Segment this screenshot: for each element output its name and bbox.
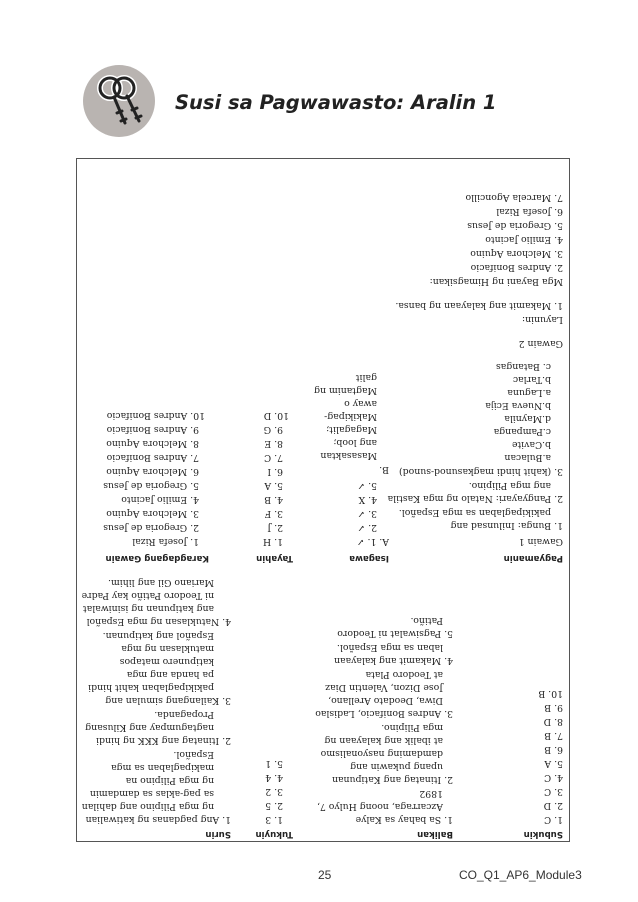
list-item: 1. Ang pagdanas ng katiwalian (85, 814, 231, 825)
list-item: 1. Makamit ang kalayaan ng bansa. (395, 300, 563, 311)
list-item: mga Pilipino. (381, 722, 443, 733)
list-item: 8. Melchora Aquino (106, 438, 199, 449)
list-item: 3. C (544, 786, 563, 797)
list-item: ang katipunan ng isiniwalat (82, 603, 214, 614)
list-item: 1. C (544, 814, 563, 825)
list-item: 1. Sa bahay sa Kalye (355, 814, 453, 825)
list-item: 2. Pangyayari: Natalo ng mga Kastila (387, 493, 563, 504)
list-item: away o (344, 398, 377, 409)
list-item: 5. Pagsiwalat ni Teodoro (337, 628, 453, 639)
list-item: 2. Gregoria de Jesus (103, 522, 199, 533)
gawain1-title: Gawain 1 (518, 536, 563, 547)
list-item: upang pukawin ang (350, 761, 443, 772)
list-item: 4. C (544, 772, 563, 783)
list-item: 1. H (263, 536, 283, 547)
keys-icon (83, 65, 155, 137)
list-item: makipaglaban sa mga (111, 762, 214, 773)
list-item: galit (355, 372, 377, 383)
list-item: d.Maynila (504, 413, 551, 424)
list-item: at Teodoro Plata (365, 669, 443, 680)
list-item: 6. B (544, 744, 563, 755)
upside-down-answer-key (77, 159, 570, 842)
list-item: b.Tarlac (512, 374, 551, 385)
list-item: 4. 4 (265, 772, 283, 783)
list-item: c. Batangas (495, 361, 551, 372)
list-item: 5. Gregoria de Jesus (103, 480, 199, 491)
list-item: 4. Emilio Jacinto (485, 234, 563, 245)
balikan-heading: Balikan (417, 829, 453, 839)
list-item: Español ang katipunan. (102, 630, 214, 641)
page-number: 25 (318, 868, 332, 882)
list-item: 7. Marcela Agoncillo (465, 192, 563, 203)
list-item: a.Laguna (507, 387, 551, 398)
list-item: 6. Josefa Rizal (496, 206, 563, 217)
layunin-label: Layunin: (521, 314, 563, 325)
list-item: 3. Melchora Aquino (106, 508, 199, 519)
list-item: b.Cavite (511, 439, 551, 450)
list-item: pakikipaglaban kahit hindi (88, 682, 214, 693)
list-item: 2. J (267, 522, 283, 533)
list-item: 10. B (538, 688, 563, 699)
pagyamanin-heading: Pagyamanin (503, 553, 563, 563)
mga-bayani-label: Mga Bayani ng Himagsikan: (429, 276, 563, 287)
list-item: Jose Dizon, Valentin Diaz (325, 682, 443, 693)
list-item: 7. B (544, 730, 563, 741)
list-item: ni Teodoro Patiño kay Padre (81, 590, 214, 601)
list-item: Propaganda. (154, 709, 214, 720)
list-item: c.Pampanga (493, 426, 551, 437)
list-item: a.Bulacan (504, 452, 551, 463)
list-item: A. 1. ✓ (356, 536, 389, 547)
list-item: 3. (kahit hindi magkasunod-sunod) (399, 466, 563, 477)
list-item: 10. D (263, 410, 289, 421)
list-item: pakikipaglaban sa mga Español. (398, 507, 551, 518)
list-item: 2. Itinatag ang Katipunan (331, 774, 453, 785)
list-item: Español. (173, 749, 214, 760)
list-item: laban sa mga Español. (336, 642, 443, 653)
module-code: CO_Q1_AP6_Module3 (459, 868, 582, 882)
list-item: 9. B (544, 702, 563, 713)
list-item: 10. Andres Bonifacio (106, 410, 205, 421)
list-item: 7. Andres Bonifacio (106, 452, 199, 463)
list-item: 5. Gregoria de Jesus (467, 220, 563, 231)
list-item: 2. 5 (265, 800, 283, 811)
list-item: Azcarraga, noong Hulyo 7, (316, 801, 443, 812)
list-item: 4. X (358, 494, 377, 505)
list-item: at ibalik ang kalayaan ng (324, 735, 443, 746)
list-item: 5. ✓ (357, 480, 377, 491)
list-item: Masasaktan (320, 450, 377, 461)
list-item: 9. G (263, 424, 283, 435)
list-item: 1892 (419, 788, 443, 799)
list-item: ang mga Pilipino. (468, 480, 551, 491)
list-item: 6. I (267, 466, 283, 477)
list-item: 1. 3 (265, 814, 283, 825)
list-item: 2. Itinatag ang KKK ng hindi (96, 735, 231, 746)
gawain2-title: Gawain 2 (518, 338, 563, 349)
list-item: 3. ✓ (357, 508, 377, 519)
list-item: 2. ✓ (357, 522, 377, 533)
list-item: 5. A (264, 480, 283, 491)
list-item: katipunero matapos (119, 656, 214, 667)
tukuyin-heading: Tukuyin (255, 829, 293, 839)
tayahin-heading: Tayahin (256, 553, 293, 563)
list-item: 7. C (264, 452, 283, 463)
list-item: Diwa, Deodato Arellano, (328, 695, 443, 706)
list-item: 6. Melchora Aquino (106, 466, 199, 477)
answer-key-box (76, 158, 570, 842)
list-item: 8. D (543, 716, 563, 727)
surin-heading: Surin (205, 829, 231, 839)
list-item: 2. D (543, 800, 563, 811)
list-item: 4. B (264, 494, 283, 505)
list-item: 1. Bunga: Inilunsad ang (450, 520, 563, 531)
list-item: 4. Emilio Jacinto (121, 494, 199, 505)
isagawa-heading: Isagawa (349, 553, 389, 563)
list-item: nagtagumpay ang Kilusang (85, 722, 214, 733)
list-item: 9. Andres Bonifacio (106, 424, 199, 435)
list-item: 1. Josefa Rizal (132, 536, 199, 547)
list-item: matuklasan ng mga (121, 643, 214, 654)
list-item: Patiño. (410, 615, 443, 626)
list-item: 3. Kailangang simulan ang (105, 695, 231, 706)
list-item: B. (379, 464, 389, 475)
list-item: sa pag-aklas sa damdamin (89, 788, 214, 799)
list-item: 5. A (544, 758, 563, 769)
karagdagang-gawain-heading: Karagdagang Gawain (105, 553, 209, 563)
list-item: ang loob; (333, 437, 377, 448)
list-item: 3. F (264, 508, 283, 519)
page-title: Susi sa Pagwawasto: Aralin 1 (175, 91, 497, 114)
list-item: b.Nueva Ecija (485, 400, 551, 411)
list-item: 8. E (264, 438, 283, 449)
list-item: Magtanim ng (314, 385, 377, 396)
list-item: 2. Andres Bonifacio (470, 262, 563, 273)
list-item: 5. 1 (265, 758, 283, 769)
list-item: pa handa ang mga (126, 669, 214, 680)
list-item: damdaming nasyonalismo (320, 748, 443, 759)
list-item: ng mga Pilipino na (125, 775, 214, 786)
list-item: 4. Natuklasan ng mga Español (86, 616, 231, 627)
list-item: ng mga Pilipino ang dahilan (81, 801, 214, 812)
list-item: 3. Melchora Aquino (470, 248, 563, 259)
list-item: Makikipag- (324, 411, 377, 422)
list-item: 4. Makamit ang kalayaan (334, 655, 453, 666)
list-item: Magagalit; (326, 424, 377, 435)
subukin-heading: Subukin (523, 829, 563, 839)
list-item: 3. Andres Bonifacio, Ladislao (315, 708, 453, 719)
list-item: 3. 2 (265, 786, 283, 797)
list-item: Mariano Gil ang lihim. (107, 577, 214, 588)
